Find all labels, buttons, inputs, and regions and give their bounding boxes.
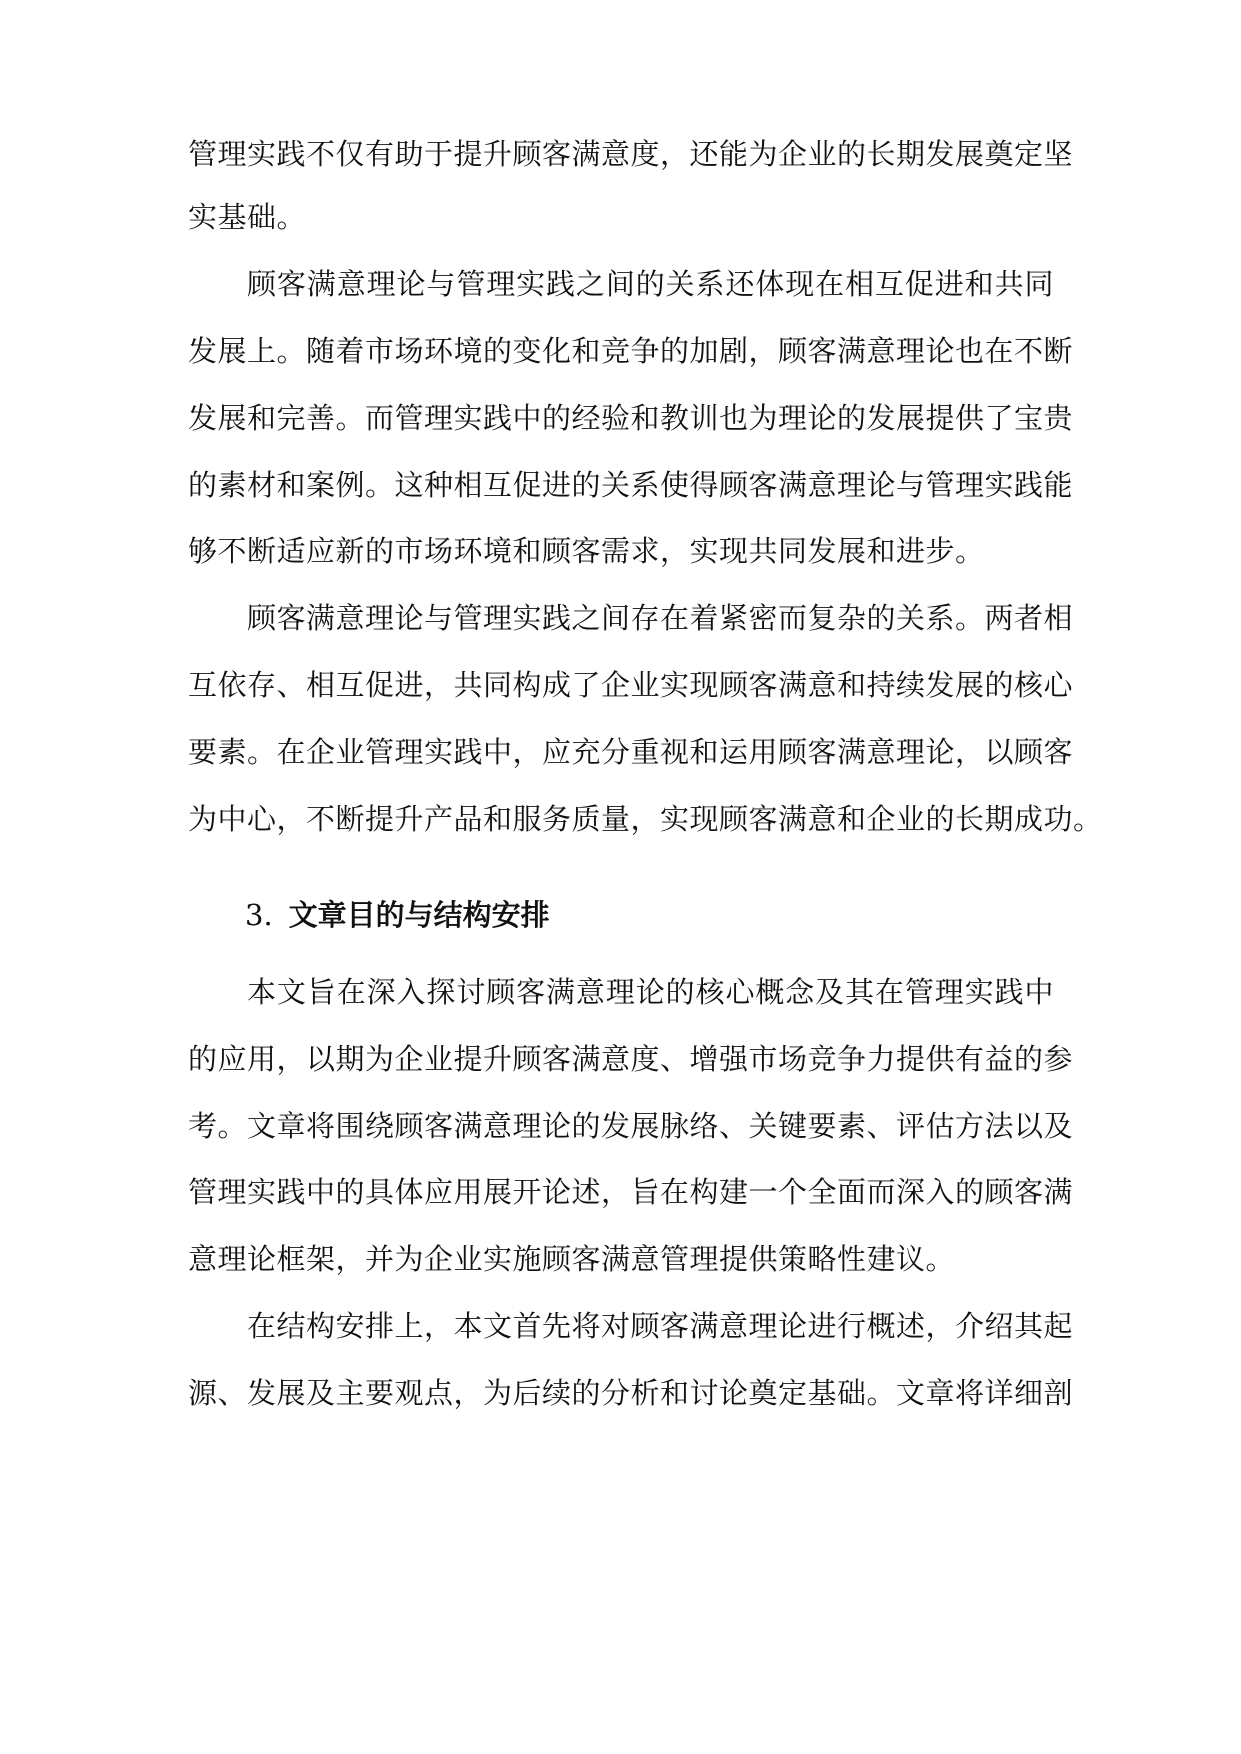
section-number: 3. (245, 898, 273, 932)
section-title: 文章目的与结构安排 (288, 898, 550, 932)
paragraph-line: 要素。在企业管理实践中，应充分重视和运用顾客满意理论，以顾客 (188, 735, 1074, 769)
paragraph-line: 意理论框架，并为企业实施顾客满意管理提供策略性建议。 (188, 1242, 956, 1276)
paragraph-line: 管理实践中的具体应用展开论述，旨在构建一个全面而深入的顾客满 (188, 1175, 1074, 1209)
paragraph-line: 本文旨在深入探讨顾客满意理论的核心概念及其在管理实践中 (247, 975, 1054, 1009)
paragraph-line: 管理实践不仅有助于提升顾客满意度，还能为企业的长期发展奠定坚 (188, 137, 1074, 171)
paragraph-line: 够不断适应新的市场环境和顾客需求，实现共同发展和进步。 (188, 534, 985, 568)
paragraph-line: 发展上。随着市场环境的变化和竞争的加剧，顾客满意理论也在不断 (188, 334, 1074, 368)
section-heading (245, 895, 550, 935)
paragraph-line: 实基础。 (188, 200, 307, 234)
paragraph-line: 发展和完善。而管理实践中的经验和教训也为理论的发展提供了宝贵 (188, 401, 1074, 435)
paragraph-line: 顾客满意理论与管理实践之间的关系还体现在相互促进和共同 (247, 267, 1054, 301)
paragraph-line: 在结构安排上，本文首先将对顾客满意理论进行概述，介绍其起 (247, 1309, 1074, 1343)
paragraph-line: 考。文章将围绕顾客满意理论的发展脉络、关键要素、评估方法以及 (188, 1109, 1074, 1143)
paragraph-line: 的应用，以期为企业提升顾客满意度、增强市场竞争力提供有益的参 (188, 1042, 1074, 1076)
paragraph-line: 源、发展及主要观点，为后续的分析和讨论奠定基础。文章将详细剖 (188, 1376, 1074, 1410)
paragraph-line: 互依存、相互促进，共同构成了企业实现顾客满意和持续发展的核心 (188, 668, 1074, 702)
paragraph-line: 为中心，不断提升产品和服务质量，实现顾客满意和企业的长期成功。 (188, 802, 1103, 836)
paragraph-line: 的素材和案例。这种相互促进的关系使得顾客满意理论与管理实践能 (188, 468, 1074, 502)
paragraph-line: 顾客满意理论与管理实践之间存在着紧密而复杂的关系。两者相 (247, 601, 1074, 635)
